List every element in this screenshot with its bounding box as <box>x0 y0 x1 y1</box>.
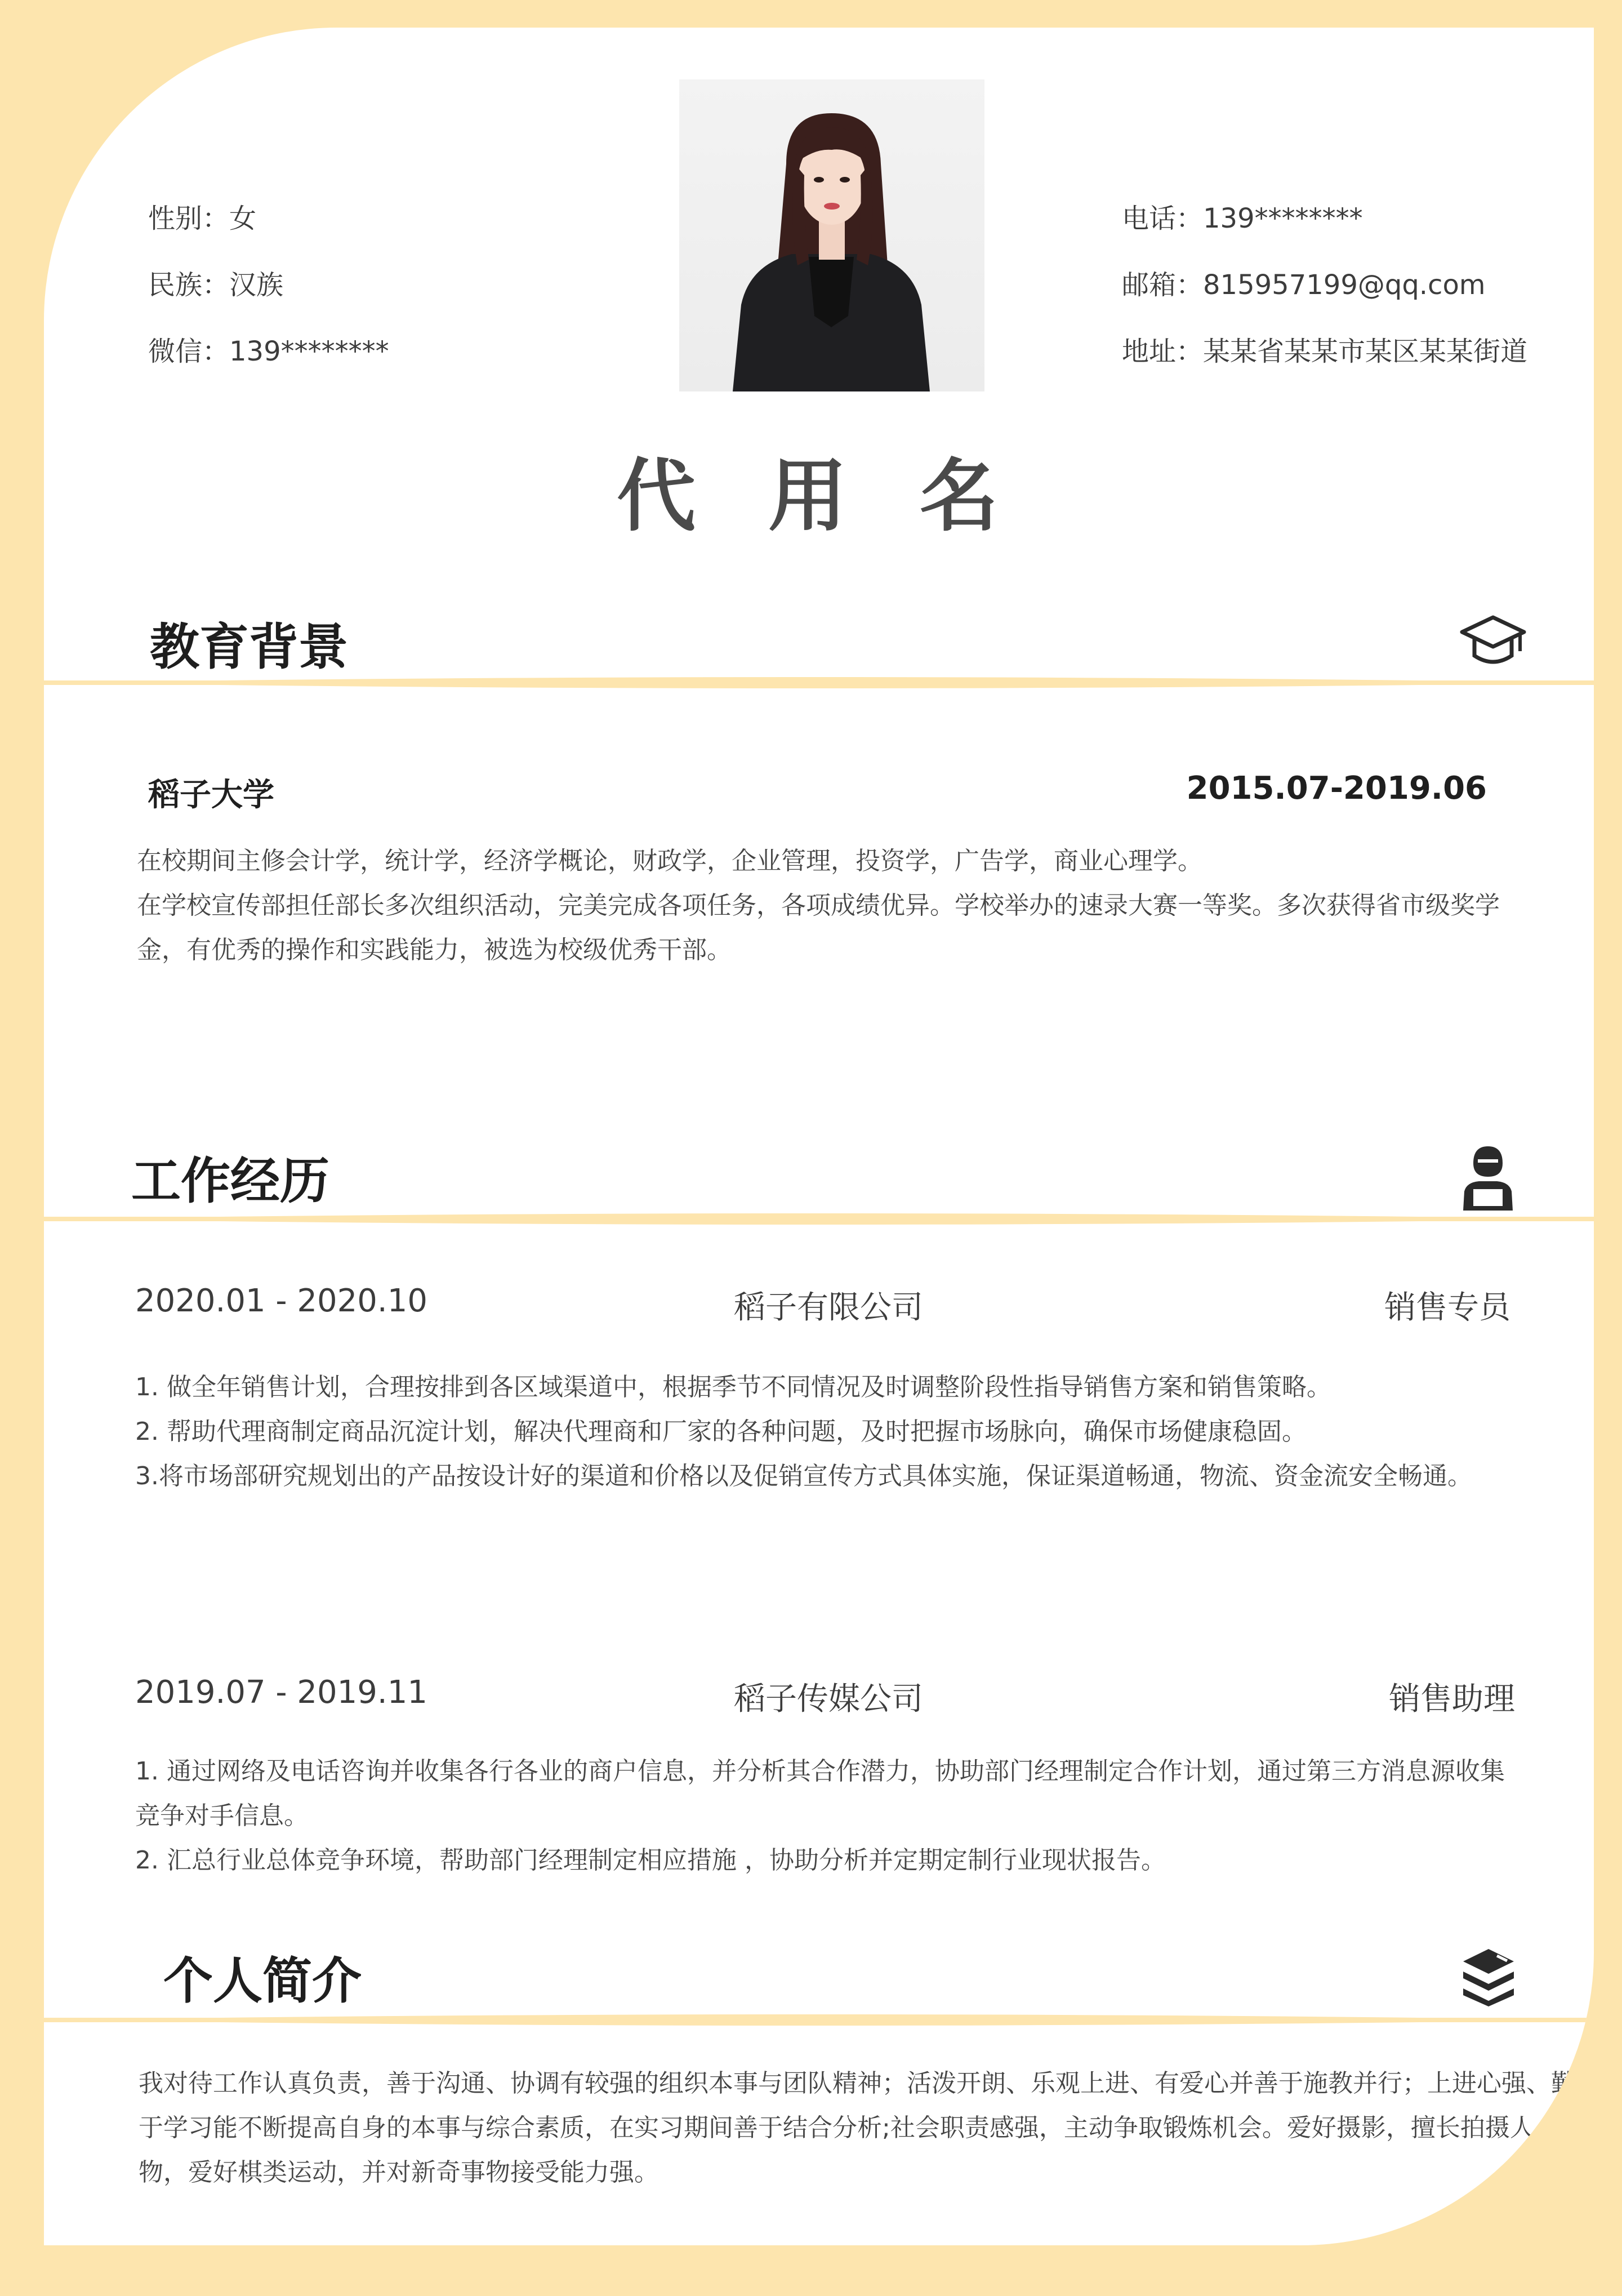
education-line: 在校期间主修会计学，统计学，经济学概论，财政学，企业管理，投资学，广告学，商业心理学。 <box>137 847 1202 875</box>
job-company: 稻子有限公司 <box>734 1289 923 1326</box>
job-description <box>135 1365 1512 1498</box>
profile-description <box>139 2061 1578 2195</box>
layers-icon <box>1458 1946 1519 2010</box>
job-position: 销售专员 <box>1384 1289 1510 1326</box>
job-line: 1. 通过网络及电话咨询并收集各行各业的商户信息，并分析其合作潜力，协助部门经理制定合作计划，通过第三方消息源收集竞争对手信息。 <box>135 1757 1505 1830</box>
gender-text: 性别：女 <box>148 203 257 234</box>
education-divider <box>44 674 1594 691</box>
graduation-cap-icon <box>1456 611 1530 675</box>
education-description <box>137 839 1514 972</box>
job-position: 销售助理 <box>1389 1681 1515 1717</box>
profile-divider <box>44 2012 1594 2028</box>
job-line: 3.将市场部研究规划出的产品按设计好的渠道和价格以及促销宣传方式具体实施，保证渠道畅通，物流、资金流安全畅通。 <box>135 1462 1472 1490</box>
profile-photo <box>679 79 984 391</box>
job-line: 2. 帮助代理商制定商品沉淀计划，解决代理商和厂家的各种问题，及时把握市场脉向，确保市场健康稳固。 <box>135 1417 1307 1446</box>
wechat-text: 微信：139******** <box>148 336 389 367</box>
job-line: 2. 汇总行业总体竞争环境，帮助部门经理制定相应措施 ，协助分析并定期定制行业现状报告。 <box>135 1846 1166 1875</box>
education-period: 2015.07-2019.06 <box>1186 770 1487 807</box>
education-line: 在学校宣传部担任部长多次组织活动，完美完成各项任务，各项成绩优异。学校举办的速录大赛一等奖。多次获得省市级奖学金，有优秀的操作和实践能力，被选为校级优秀干部。 <box>137 891 1500 964</box>
work-divider <box>44 1211 1594 1227</box>
job-period: 2019.07 - 2019.11 <box>135 1674 427 1711</box>
ethnicity-text: 民族：汉族 <box>148 269 284 301</box>
email-text: 邮箱：815957199@qq.com <box>1122 269 1486 301</box>
education-title: 教育背景 <box>150 618 349 676</box>
job-company: 稻子传媒公司 <box>734 1681 923 1717</box>
phone-text: 电话：139******** <box>1122 203 1363 234</box>
resume-card <box>44 28 1594 2245</box>
candidate-name: 代 用 名 <box>617 451 1021 542</box>
address-text: 地址：某某省某某市某区某某街道 <box>1122 336 1528 367</box>
work-title: 工作经历 <box>131 1152 330 1210</box>
profile-line: 我对待工作认真负责，善于沟通、协调有较强的组织本事与团队精神；活泼开朗、乐观上进、有爱心并善于施教并行；上进心强、勤于学习能不断提高自身的本事与综合素质，在实习期间善于结合分析;社会职责感强，主动争取锻炼机会。爱好摄影，擅长拍摄人物，爱好棋类运动，并对新奇事物接受能力强。 <box>139 2069 1576 2187</box>
job-description <box>135 1749 1512 1883</box>
job-period: 2020.01 - 2020.10 <box>135 1283 427 1319</box>
job-line: 1. 做全年销售计划，合理按排到各区域渠道中，根据季节不同情况及时调整阶段性指导销售方案和销售策略。 <box>135 1373 1331 1401</box>
person-icon <box>1456 1142 1518 1217</box>
profile-title: 个人简介 <box>163 1952 362 2010</box>
school-name: 稻子大学 <box>148 777 274 813</box>
